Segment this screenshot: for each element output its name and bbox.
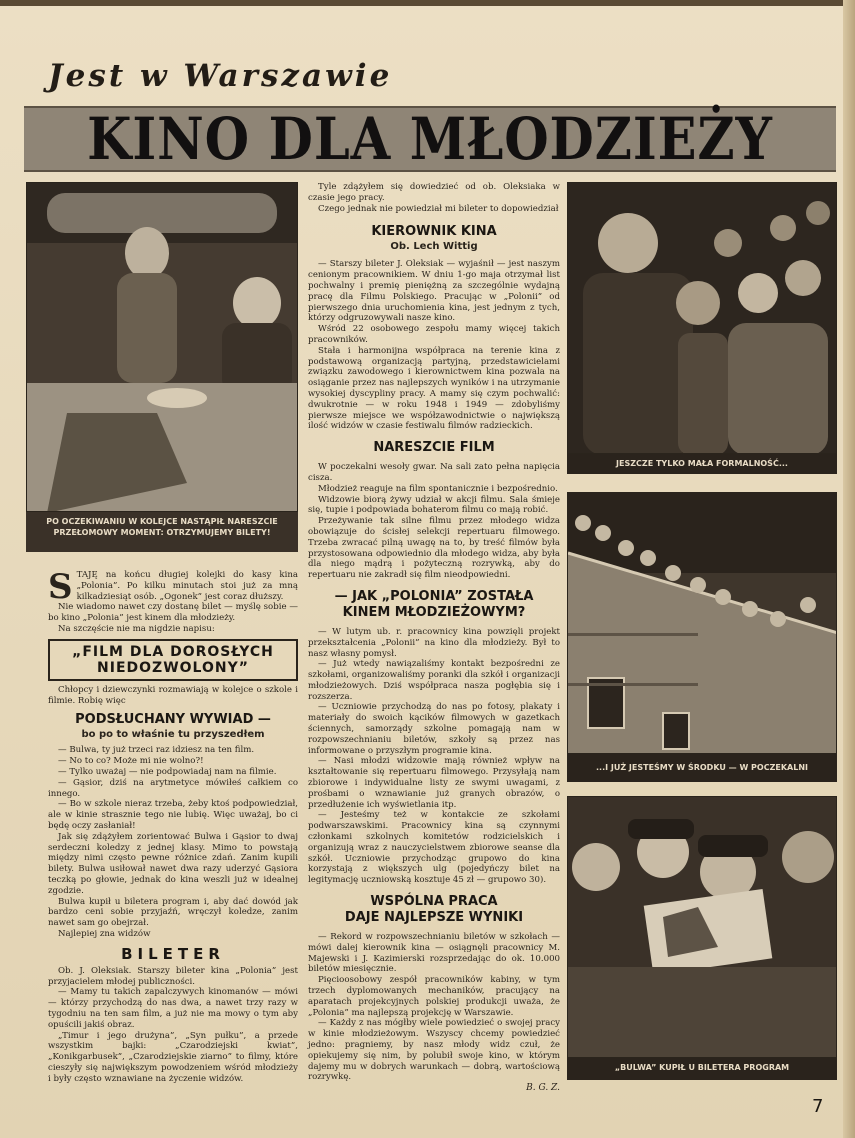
left-paragraph-5: Jak się zdążyłem zorientować Bulwa i Gąsior to dwaj serdeczni koledzy z jednej klasy. Mimo to powstają między nimi często pewne różnice zdań. Zanim kupili bilety. Bulwa usiłował nawet dwa razy uderzyć Gąsiora teczką po głowie, jednak do kina weszli już w idealnej zgodzie. [48,831,298,896]
photo-ticket-window-caption: PO OCZEKIWANIU W KOLEJCE NASTĄPIŁ NARESZCIE PRZEŁOMOWY MOMENT: OTRZYMUJEMY BILETY! [26,512,298,552]
polonia-paragraph-3: — Uczniowie przychodzą do nas po fotosy, plakaty i materiały do swoich kącików filmowych w gazetkach ściennych, samorządy szkolne pomagają nam w rozpowszechnianiu biletów, szkoły są przez nas informowane o przyszłym programie kina. [308,702,560,756]
left-paragraph-2: Nie wiadomo nawet czy dostanę bilet — myślę sobie — bo kino „Polonia” jest kinem dla młodzieży. [48,602,298,624]
dialogue-line-5: — Bo w szkole nieraz trzeba, żeby ktoś podpowiedział, ale w kinie strasznie tego nie lubię. Więc uważaj, bo ci będę oczy zasłaniał! [48,799,298,831]
photo-ticket-window-image [27,183,298,512]
film-paragraph-4: Przeżywanie tak silne filmu przez młodego widza obowiązuje do ścisłej selekcji repertuaru filmowego. Trzeba zwracać pilną uwagę na to, by treść filmów była przystosowana odpowiednio dla młodego widza, aby była dla niego mądrą i pożyteczną rozrywką, aby do repertuaru nie zakradł się film nieodpowiedni. [308,516,560,581]
bileter-heading: BILETER [121,944,225,963]
polonia-heading-line2: KINEM MŁODZIEŻOWYM? [342,604,526,620]
drop-cap: S [48,567,73,607]
dialogue-line-1: — Bulwa, ty już trzeci raz idziesz na ten film. [58,745,255,756]
photo-boys-program-caption: „BULWA” KUPIŁ U BILETERA PROGRAM [567,1058,837,1080]
dialogue-line-4: — Gąsior, dziś na arytmetyce mówiłeś całkiem co innego. [48,777,298,799]
director-paragraph-1: — Starszy bileter J. Oleksiak — wyjaśnił — jest naszym cenionym pracownikiem. W dniu 1-go maja otrzymał list pochwalny i premię pieniężną za szczególnie wydajną pracę dla Filmu Polskiego. Pracując w „Polonii” od pierwszego dnia uruchomienia kina, jest jednym z tych, którzy odgruzowywali nasze kino. [308,259,560,324]
warning-sign-line2: NIEDOZWOLONY” [97,659,249,676]
director-heading: KIEROWNIK KINA [371,224,497,240]
intro-paragraph [48,567,298,607]
photo-director-children-caption: JESZCZE TYLKO MAŁA FORMALNOŚĆ... [567,454,837,474]
page-top-edge [0,0,855,6]
bileter-paragraph-1: Ob. J. Oleksiak. Starszy bileter kina „Polonia” jest przyjacielem młodej publiczności. [48,965,298,987]
photo-ticket-window [26,182,298,512]
photo-boys-program-image [568,797,837,1058]
warning-sign-box [48,639,298,681]
work-paragraph-3: — Każdy z nas mógłby wiele powiedzieć o swojej pracy w kinie młodzieżowym. Wszyscy chcemy powiedzieć jedno: pragniemy, by nasz młody widz czuł, że opiekujemy się nim, by polubił swoje kino, w którym dajemy mu w dobrych warunkach — dobrą, wartościową rozrywkę. [308,1018,560,1083]
bileter-paragraph-2: — Mamy tu takich zapalczywych kinomanów — mówi — którzy przychodzą do nas dwa, a nawet trzy razy w tygodniu na ten sam film, a już nie ma mowy o tym aby opuścili jakiś obraz. [48,987,298,1030]
warning-sign-line1: „FILM DLA DOROSŁYCH [72,643,274,660]
author-signature: B. G. Z. [526,1083,560,1094]
photo-waiting-room [567,492,837,754]
film-paragraph-3: Widzowie biorą żywy udział w akcji filmu. Sala śmieje się, tupie i podpowiada bohaterom filmu co mają robić. [308,494,560,516]
director-paragraph-2: Wśród 22 osobowego zespołu mamy więcej takich pracowników. [308,324,560,345]
film-paragraph-1: W poczekalni wesoły gwar. Na sali zato pełna napięcia cisza. [308,462,560,483]
photo-director-children-image [568,183,837,454]
kicker-headline: Jest w Warszawie [48,58,393,94]
middle-paragraph-1: Tyle zdążyłem się dowiedzieć od ob. Oleksiaka w czasie jego pracy. [308,182,560,203]
page-right-edge [843,0,855,1138]
page-number: 7 [812,1096,824,1117]
middle-paragraph-2: Czego jednak nie powiedział mi bileter to dopowiedział [318,203,559,214]
polonia-paragraph-1: — W lutym ub. r. pracownicy kina powzięli projekt przekształcenia „Polonii” na kino dla młodzieży. Był to nasz własny pomysł. [308,626,560,659]
interview-heading: PODSŁUCHANY WYWIAD — [75,712,271,728]
photo-waiting-room-image [568,493,837,754]
dialogue-line-3: — Tylko uważaj — nie podpowiadaj nam na filmie. [58,766,277,777]
work-paragraph-1: — Rekord w rozpowszechnianiu biletów w szkołach — mówi dalej kierownik kina — osiągnęli pracownicy M. Majewski i J. Kazimierski rozsprzedając do ok. 10.000 biletów miesięcznie. [308,932,560,975]
left-column [48,567,298,1084]
left-paragraph-7: Najlepiej zna widzów [58,928,151,939]
director-name: Ob. Lech Wittig [390,241,478,253]
work-heading-line1: WSPÓLNA PRACA [370,894,498,910]
photo-waiting-room-caption: ...I JUŻ JESTEŚMY W ŚRODKU — W POCZEKALNI [567,754,837,782]
film-heading: NARESZCIE FILM [373,440,495,456]
middle-column [308,182,560,1094]
page-title: KINO DLA MŁODZIEŻY [87,105,773,173]
interview-subheading: bo po to właśnie tu przyszedłem [81,729,265,741]
polonia-paragraph-5: — Jesteśmy też w kontakcie ze szkołami podwarszawskimi. Pracownicy kina są czynnymi członkami szkolnych komitetów rodzicielskich i organizują wraz z nauczycielstwem zbiorowe seanse dla szkół. Uczniowie przychodząc grupowo do kina korzystają z większych ulg (pojedyńczy bilet na legitymację uczniowską kosztuje 45 zł — grupowo 30). [308,810,560,886]
film-paragraph-2: Młodzież reaguje na film spontanicznie i bezpośrednio. [318,483,558,494]
left-paragraph-4: Chłopcy i dziewczynki rozmawiają w kolejce o szkole i filmie. Robię więc [48,684,298,706]
photo-boys-program [567,796,837,1058]
left-paragraph-3: Na szczęście nie ma nigdzie napisu: [58,623,215,634]
intro-text: TAJĘ na końcu długiej kolejki do kasy kina „Polonia”. Po kilku minutach stoi już za mną kilkadziesiąt osób. „Ogonek” jest coraz dłuższy. [76,570,298,602]
work-paragraph-2: Pięcioosobowy zespół pracowników kabiny, w tym trzech dyplomowanych mechaników, pracujący na aparatach projekcyjnych polskiej produkcji uważa, że „Polonia” ma najlepszą projekcję w Warszawie. [308,975,560,1018]
dialogue-line-2: — No to co? Może mi nie wolno?! [58,756,204,767]
photo-director-children [567,182,837,454]
polonia-paragraph-4: — Nasi młodzi widzowie mają również wpływ na kształtowanie się repertuaru filmowego. Przysyłają nam zbiorowe i indywidualne listy ze swymi uwagami, z prośbami o wznawianie już granych obrazów, o przedłużenie ich wyświetlania itp. [308,756,560,810]
polonia-heading-line1: — JAK „POLONIA” ZOSTAŁA [334,588,534,604]
bileter-paragraph-3: „Timur i jego drużyna”, „Syn pułku”, a przede wszystkim bajki: „Czarodziejski kwiat”, „Konikgarbusek”, „Czarodziejskie ziarno” to filmy, które cieszyły się największym powodzeniem wśród młodzieży i były często wznawiane na życzenie widzów. [48,1030,298,1084]
left-paragraph-6: Bulwa kupił u biletera program i, aby dać dowód jak bardzo ceni sobie przyjaźń, wręczył koledze, zanim nawet sam go obejrzał. [48,896,298,929]
polonia-paragraph-2: — Już wtedy nawiązaliśmy kontakt bezpośredni ze szkołami, organizowaliśmy poranki dla szkół i organizacji młodzieżowych. Dziś współpraca nasza pogłębia się i rozszerza. [308,659,560,702]
director-paragraph-3: Stała i harmonijna współpraca na terenie kina z podstawową organizacją partyjną, przedstawicielami związku zawodowego i kierownictwem kina pozwala na osiąganie przez nas najlepszych wyników i na utrzymanie wysokiej dyscypliny pracy. A mamy się czym pochwalić: dwukrotnie — w roku 1948 i 1949 — zdobyliśmy pierwsze miejsce we współzawodnictwie o największą ilość widzów w czasie festiwalu filmów radzieckich. [308,345,560,432]
work-heading-line2: DAJE NAJLEPSZE WYNIKI [344,910,524,926]
